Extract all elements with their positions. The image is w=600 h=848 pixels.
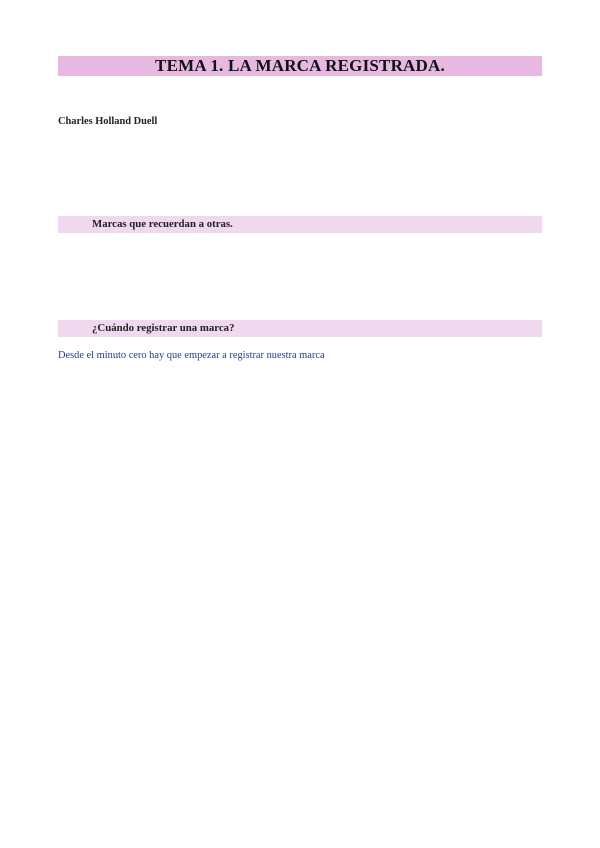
section-heading-band bbox=[58, 320, 542, 337]
paragraph-section2 bbox=[58, 349, 542, 363]
paragraph-section1-c bbox=[58, 295, 542, 308]
paragraph-lead: Charles Holland Duell bbox=[58, 116, 158, 127]
paragraph-duell bbox=[58, 115, 542, 129]
paragraph-wrong bbox=[58, 141, 542, 154]
paragraph-inventions bbox=[58, 166, 542, 179]
paragraph-intro bbox=[58, 90, 542, 103]
section-heading: Marcas que recuerdan a otras. bbox=[92, 218, 233, 231]
paragraph-section1-b bbox=[58, 270, 542, 283]
paragraph-section1-a bbox=[58, 245, 542, 258]
page-title: TEMA 1. LA MARCA REGISTRADA. bbox=[155, 56, 445, 75]
section-heading: ¿Cuándo registrar una marca? bbox=[92, 322, 235, 335]
section-heading-band bbox=[58, 216, 542, 233]
title-band bbox=[58, 56, 542, 76]
paragraph-brand-manager bbox=[58, 191, 542, 204]
highlighted-sentence: Desde el minuto cero hay que empezar a registrar nuestra marca bbox=[58, 349, 325, 361]
